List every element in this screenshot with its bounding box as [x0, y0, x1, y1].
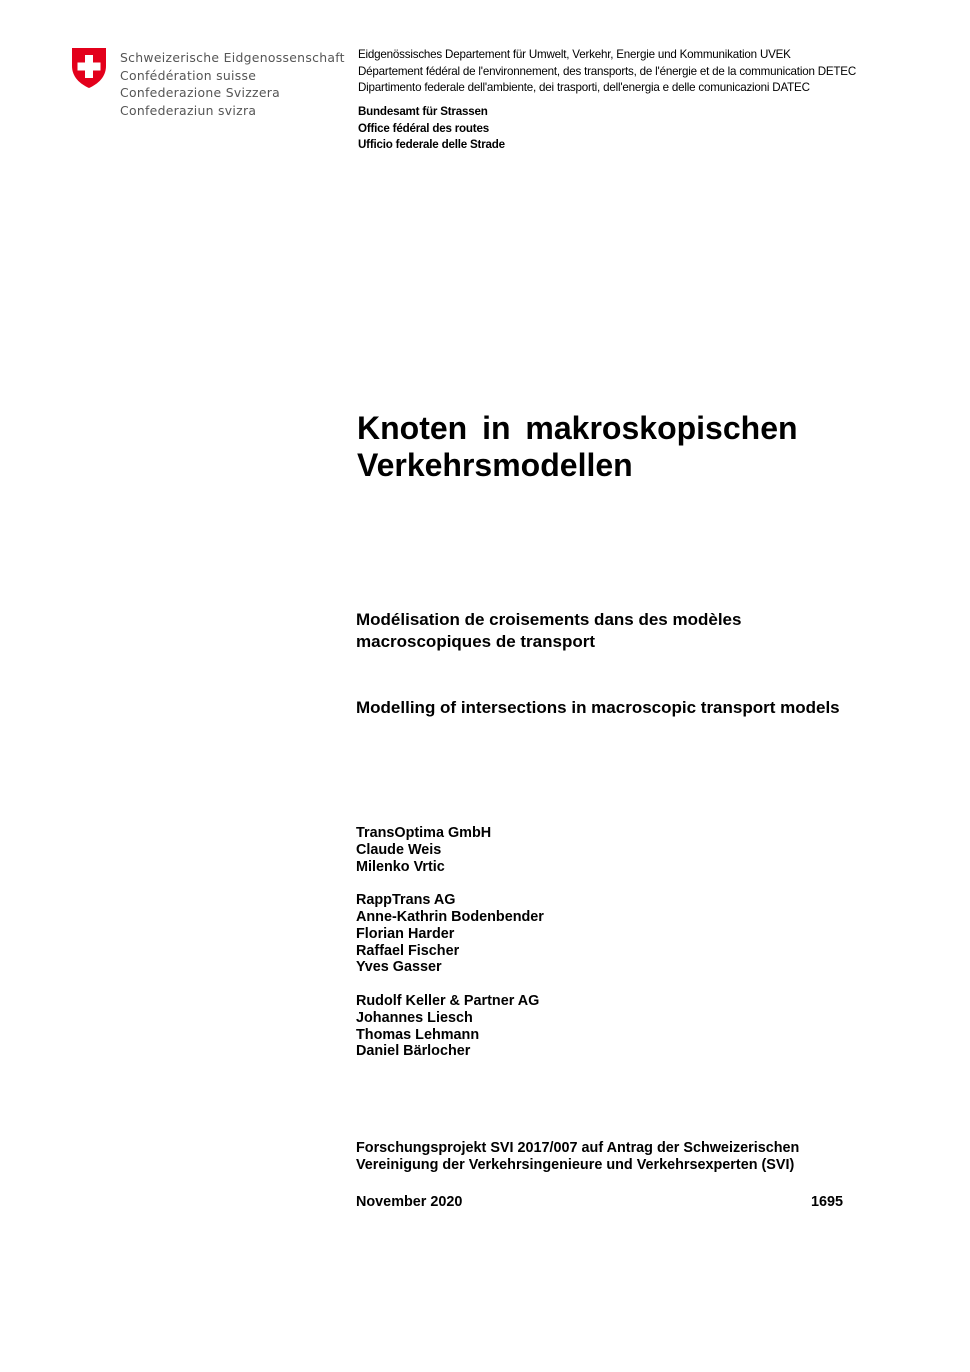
- author-name: Claude Weis: [356, 841, 442, 858]
- subtitle-french-line-1: Modélisation de croisements dans des modèles: [356, 610, 742, 629]
- author-organization: TransOptima GmbH: [356, 825, 492, 841]
- author-name: Raffael Fischer: [356, 942, 460, 959]
- office-names: [358, 104, 505, 154]
- department-fr: Département fédéral de l'environnement, des transports, de l'énergie et de la communication DETEC: [358, 64, 856, 78]
- subtitle-french: [356, 609, 741, 652]
- office-fr: Office fédéral des routes: [358, 121, 489, 135]
- author-name: Milenko Vrtic: [356, 858, 445, 875]
- office-it: Ufficio federale delle Strade: [358, 138, 505, 151]
- project-line-2: Vereinigung der Verkehrsingenieure und Verkehrsexperten (SVI): [356, 1157, 795, 1173]
- research-project: [356, 1140, 799, 1174]
- document-title: [357, 410, 798, 484]
- department-names: [358, 47, 856, 97]
- title-line-2: Verkehrsmodellen: [357, 447, 633, 483]
- authors-list: [356, 825, 544, 1077]
- project-line-1: Forschungsprojekt SVI 2017/007 auf Antrag der Schweizerischen: [356, 1140, 800, 1156]
- title-line-1: Knoten in makroskopischen: [357, 410, 798, 446]
- confederation-de: Schweizerische Eidgenossenschaft: [120, 50, 345, 65]
- confederation-fr: Confédération suisse: [120, 67, 257, 83]
- office-de: Bundesamt für Strassen: [358, 105, 488, 118]
- author-name: Daniel Bärlocher: [356, 1043, 471, 1060]
- confederation-names: [120, 49, 345, 119]
- author-name: Johannes Liesch: [356, 1009, 473, 1026]
- publication-date: November 2020: [356, 1194, 463, 1210]
- author-name: Thomas Lehmann: [356, 1026, 480, 1043]
- confederation-it: Confederazione Svizzera: [120, 85, 281, 100]
- author-organization: Rudolf Keller & Partner AG: [356, 992, 540, 1009]
- department-de: Eidgenössisches Departement für Umwelt, Verkehr, Energie und Kommunikation UVEK: [358, 48, 791, 61]
- swiss-shield-icon: [70, 46, 108, 90]
- department-it: Dipartimento federale dell'ambiente, dei trasporti, dell'energia e delle comunicazioni DATEC: [358, 81, 810, 94]
- author-name: Yves Gasser: [356, 959, 442, 976]
- subtitle-english: Modelling of intersections in macroscopic transport models: [356, 698, 840, 717]
- author-name: Anne-Kathrin Bodenbender: [356, 908, 544, 925]
- subtitle-french-line-2: macroscopiques de transport: [356, 631, 596, 651]
- report-number: 1695: [811, 1194, 844, 1210]
- author-name: Florian Harder: [356, 925, 455, 942]
- author-group: [356, 825, 544, 875]
- confederation-rm: Confederaziun svizra: [120, 102, 257, 118]
- author-group: [356, 993, 544, 1060]
- author-group: [356, 892, 544, 976]
- author-organization: RappTrans AG: [356, 892, 456, 909]
